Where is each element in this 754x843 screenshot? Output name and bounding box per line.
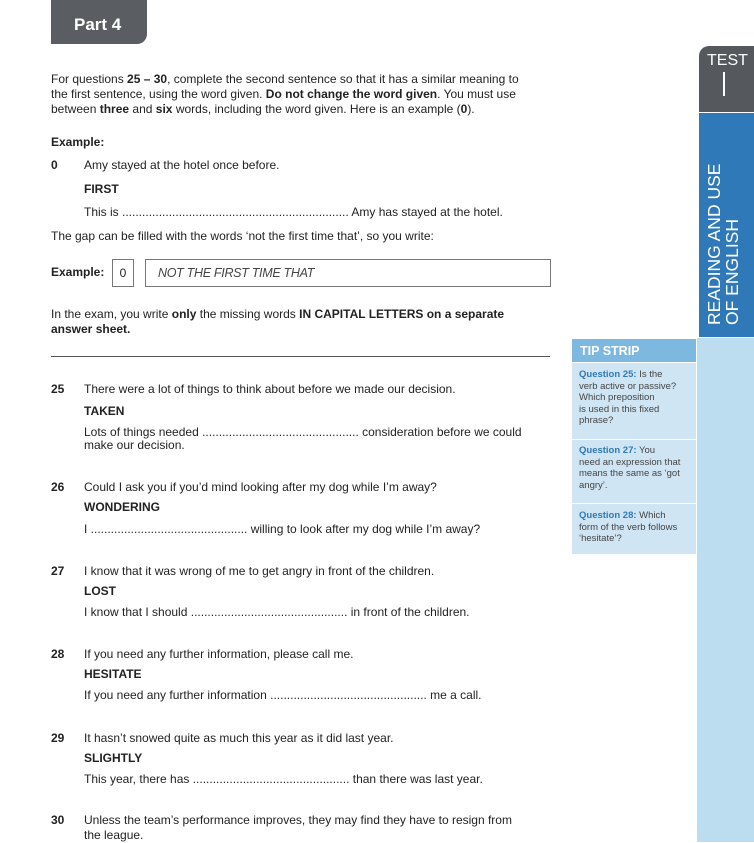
tip-text: form of the verb follows — [579, 521, 678, 533]
example-number: 0 — [51, 158, 58, 172]
intro-paragraph — [51, 72, 551, 117]
question-answer-line: Lots of things needed ............................................... consideration before we could — [84, 425, 522, 439]
tip-text: Is the — [636, 369, 663, 380]
divider-rule — [51, 356, 550, 357]
tip-item — [579, 369, 691, 427]
tip-text: need an expression that — [579, 456, 681, 468]
tip-strip-title: TIP STRIP — [580, 344, 640, 358]
tip-question: Question 27: — [579, 445, 637, 456]
part-tab — [51, 0, 147, 44]
tip-item — [579, 445, 691, 491]
test-number-mark — [723, 72, 725, 96]
question-answer-line: If you need any further information ............................................... me a call. — [84, 688, 482, 702]
question-keyword: LOST — [84, 584, 116, 598]
question-answer-line: This year, there has ............................................... than there was last year. — [84, 772, 483, 786]
question-sentence: I know that it was wrong of me to get angry in front of the children. — [84, 564, 435, 578]
question-number: 28 — [51, 647, 65, 661]
question-number: 27 — [51, 564, 65, 578]
intro-emphasis: six — [155, 102, 173, 116]
gap-explanation: The gap can be filled with the words ‘not the first time that’, so you write: — [51, 229, 434, 243]
tip-question: Question 25: — [579, 369, 637, 380]
example-answer-label: Example: — [51, 265, 105, 279]
question-number: 25 — [51, 382, 65, 396]
example-keyword: FIRST — [84, 182, 119, 196]
intro-text: . You must use — [437, 87, 516, 101]
tip-strip-header — [572, 339, 696, 362]
intro-emphasis: 0 — [460, 102, 468, 116]
intro-text: , complete the second sentence so that it has a similar meaning to — [167, 72, 519, 86]
question-sentence: If you need any further information, please call me. — [84, 647, 354, 661]
example-answer-text: NOT THE FIRST TIME THAT — [158, 266, 315, 280]
question-number: 26 — [51, 480, 65, 494]
intro-range: 25 – 30 — [127, 72, 168, 86]
section-title-line1: READING AND USE — [704, 163, 724, 325]
instruction-text: the missing words — [199, 307, 296, 321]
question-sentence: It hasn’t snowed quite as much this year as it did last year. — [84, 731, 394, 745]
example-answer-number-box: 0 — [112, 259, 134, 287]
question-number: 30 — [51, 813, 65, 827]
section-title — [705, 105, 741, 325]
test-label: TEST — [707, 52, 748, 69]
question-keyword: TAKEN — [84, 404, 125, 418]
question-sentence-cont: the league. — [84, 828, 144, 842]
example-line-end: Amy has stayed at the hotel. — [351, 205, 503, 219]
question-answer-line: I ............................................... willing to look after my dog while I’m away? — [84, 522, 481, 536]
tip-text: angry’. — [579, 479, 608, 491]
tip-text: ‘hesitate’? — [579, 533, 622, 544]
example-heading: Example: — [51, 135, 105, 149]
intro-text: words, including the word given. Here is an example ( — [175, 102, 461, 116]
tip-text: Which preposition — [579, 392, 655, 403]
intro-emphasis: three — [99, 102, 130, 116]
tip-strip-body — [572, 363, 696, 554]
tip-divider — [572, 439, 696, 440]
question-number: 29 — [51, 731, 65, 745]
instruction-emphasis: IN CAPITAL LETTERS on a separate — [299, 307, 505, 321]
side-column — [697, 338, 754, 842]
question-sentence: Could I ask you if you’d mind looking after my dog while I’m away? — [84, 480, 437, 494]
example-line-start: This is — [84, 205, 119, 219]
instruction-emphasis: answer sheet. — [51, 322, 131, 336]
section-title-line2: OF ENGLISH — [722, 219, 742, 325]
intro-text: the first sentence, using the word given. — [51, 87, 263, 101]
tip-text: You — [636, 445, 656, 456]
example-dots: .................................................................... — [122, 205, 349, 219]
example-sentence: Amy stayed at the hotel once before. — [84, 158, 280, 172]
question-sentence: Unless the team’s performance improves, they may find they have to resign from — [84, 813, 512, 827]
example-answer-box — [145, 259, 551, 287]
tip-question: Question 28: — [579, 510, 637, 521]
tip-text: verb active or passive? — [579, 380, 677, 392]
question-keyword: SLIGHTLY — [84, 751, 143, 765]
part-label: Part 4 — [74, 15, 122, 34]
tip-text: phrase? — [579, 415, 614, 426]
tip-text: Which — [636, 510, 666, 521]
tip-text: is used in this fixed — [579, 403, 660, 415]
intro-text: For questions — [51, 72, 124, 86]
intro-emphasis: Do not change the word given — [265, 87, 438, 101]
question-keyword: HESITATE — [84, 667, 142, 681]
tip-text: means the same as ‘got — [579, 468, 680, 479]
exam-instruction — [51, 307, 551, 337]
intro-text: ). — [467, 102, 475, 116]
question-keyword: WONDERING — [84, 500, 160, 514]
question-sentence: There were a lot of things to think about before we made our decision. — [84, 382, 456, 396]
question-answer-line: make our decision. — [84, 438, 185, 452]
intro-text: and — [132, 102, 153, 116]
intro-text: between — [51, 102, 97, 116]
instruction-text: In the exam, you write — [51, 307, 169, 321]
question-answer-line: I know that I should ............................................... in front of the children. — [84, 605, 470, 619]
tip-divider — [572, 503, 696, 504]
tip-item — [579, 510, 691, 545]
instruction-emphasis: only — [171, 307, 197, 321]
example-answer-line — [84, 205, 503, 220]
test-tab — [699, 46, 754, 112]
